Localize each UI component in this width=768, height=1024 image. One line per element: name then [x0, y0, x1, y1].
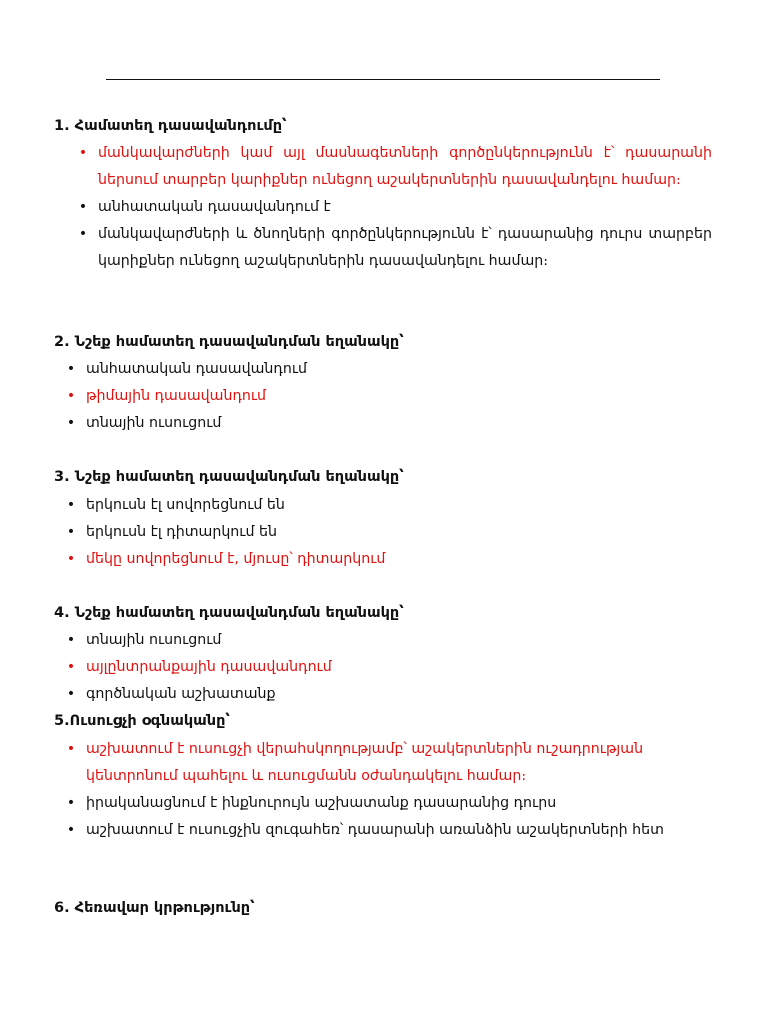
bullet-icon: • — [66, 415, 76, 431]
bullet-icon: • — [66, 741, 76, 757]
option-text: աշխատում է ուսուցչին զուգահեռ՝ դասարանի առանձին աշակերտների հետ — [86, 822, 664, 838]
bullet-icon: • — [66, 822, 76, 838]
question-2-option-3 — [66, 410, 712, 437]
option-text: անհատական դասավանդում է — [98, 199, 331, 215]
question-5-options — [66, 736, 712, 844]
bullet-icon: • — [66, 388, 76, 404]
bullet-icon: • — [66, 524, 76, 540]
option-text: մեկը սովորեցնում է, մյուսը՝ դիտարկում — [86, 551, 386, 567]
question-6-heading: 6. Հեռավար կրթությունը՝ — [54, 900, 255, 916]
bullet-icon: • — [66, 686, 76, 702]
top-horizontal-rule — [106, 79, 660, 80]
question-1-option-3 — [78, 221, 712, 275]
question-3-option-1 — [66, 492, 712, 519]
bullet-icon: • — [66, 497, 76, 513]
question-5-option-3 — [66, 817, 712, 844]
option-text: երկուսն էլ դիտարկում են — [86, 524, 277, 540]
bullet-icon: • — [78, 226, 88, 242]
question-1-options — [78, 140, 712, 275]
option-text: այլընտրանքային դասավանդում — [86, 659, 332, 675]
option-text: թիմային դասավանդում — [86, 388, 267, 404]
option-text: մանկավարժների կամ այլ մասնագետների գործընկերությունն է՝ դասարանի ներսում տարբեր կարիքներ ունեցող աշակերտներին դասավանդելու համար։ — [98, 145, 712, 188]
option-text: աշխատում է ուսուցչի վերահսկողությամբ՝ աշակերտներին ուշադրության կենտրոնում պահելու և ուսուցմանն օժանդակելու համար։ — [86, 741, 644, 784]
question-3-heading: 3. Նշեք համատեղ դասավանդման եղանակը՝ — [54, 469, 404, 485]
question-5-option-2 — [66, 790, 712, 817]
option-text: տնային ուսուցում — [86, 632, 222, 648]
bullet-icon: • — [66, 795, 76, 811]
question-1-option-1 — [78, 140, 712, 194]
bullet-icon: • — [66, 361, 76, 377]
option-text: երկուսն էլ սովորեցնում են — [86, 497, 285, 513]
question-1-option-2 — [78, 194, 712, 221]
question-5-option-1 — [66, 736, 712, 790]
question-2-options — [66, 356, 712, 437]
question-4-option-1 — [66, 627, 712, 654]
question-5-heading: 5.Ուսուցչի օգնականը՝ — [54, 713, 230, 729]
question-4-options — [66, 627, 712, 708]
question-2-option-1 — [66, 356, 712, 383]
question-3-option-3 — [66, 546, 712, 573]
option-text: տնային ուսուցում — [86, 415, 222, 431]
bullet-icon: • — [66, 659, 76, 675]
question-4-option-3 — [66, 681, 712, 708]
bullet-icon: • — [66, 632, 76, 648]
option-text: մանկավարժների և ծնողների գործընկերությունն է՝ դասարանից դուրս տարբեր կարիքներ ունեցող աշակերտներին դասավանդելու համար։ — [98, 226, 712, 269]
question-3-options — [66, 492, 712, 573]
bullet-icon: • — [66, 551, 76, 567]
question-4-option-2 — [66, 654, 712, 681]
option-text: իրականացնում է ինքնուրույն աշխատանք դասարանից դուրս — [86, 795, 557, 811]
option-text: գործնական աշխատանք — [86, 686, 276, 702]
question-2-heading: 2. Նշեք համատեղ դասավանդման եղանակը՝ — [54, 334, 404, 350]
question-4-heading: 4. Նշեք համատեղ դասավանդման եղանակը՝ — [54, 605, 404, 621]
option-text: անհատական դասավանդում — [86, 361, 307, 377]
question-3-option-2 — [66, 519, 712, 546]
bullet-icon: • — [78, 145, 88, 161]
bullet-icon: • — [78, 199, 88, 215]
question-2-option-2 — [66, 383, 712, 410]
question-1-heading: 1. Համատեղ դասավանդումը՝ — [54, 118, 287, 134]
